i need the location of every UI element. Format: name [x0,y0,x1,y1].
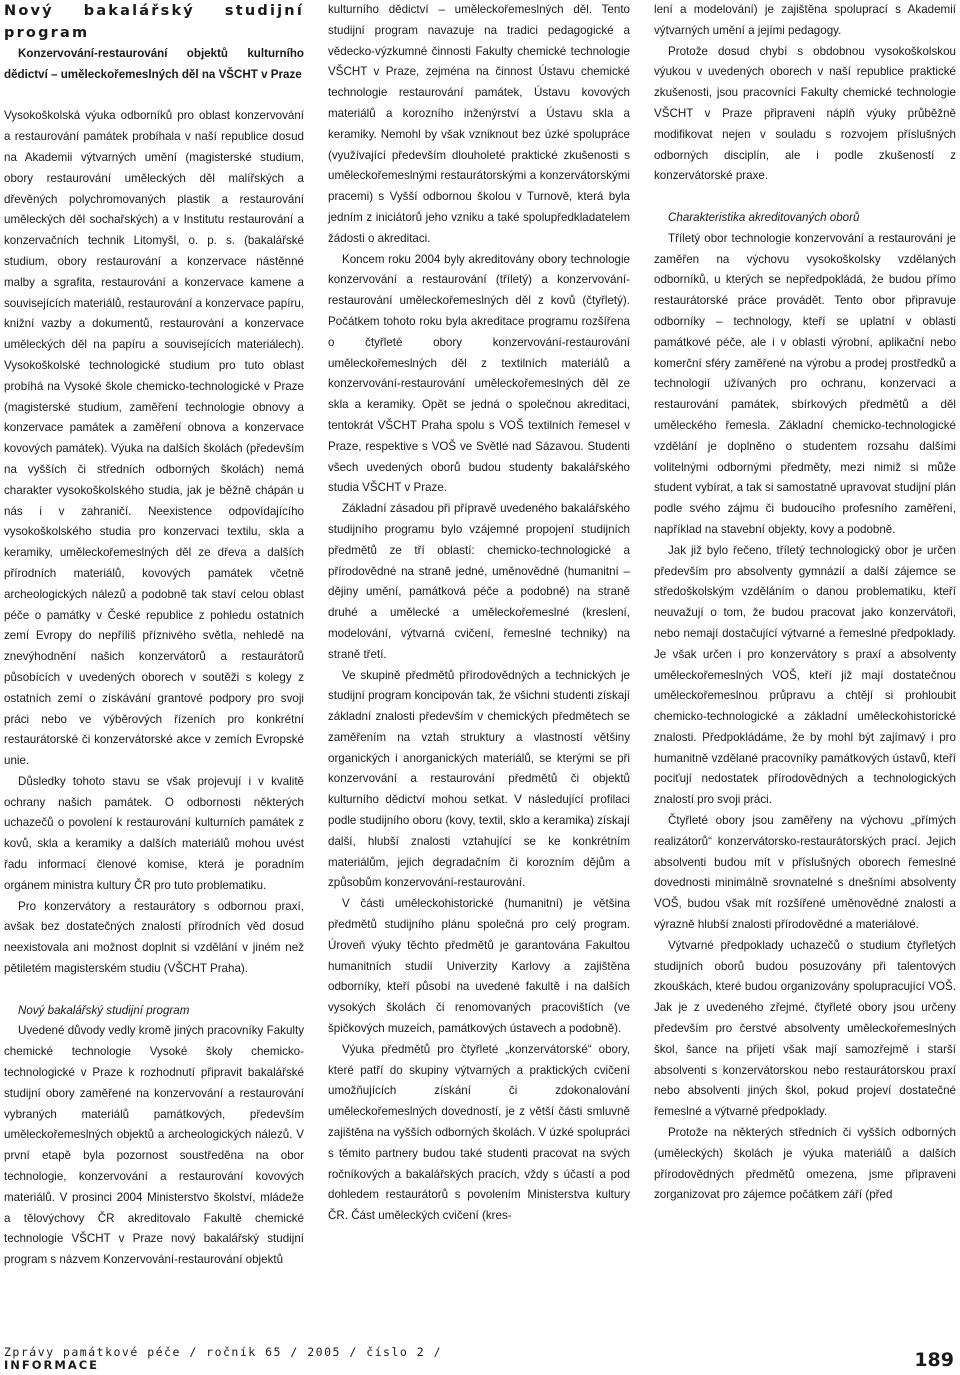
paragraph-gap [654,187,956,208]
section-heading: Nový bakalářský studijní program [18,1003,190,1017]
paragraph: Čtyřleté obory jsou zaměřeny na výchovu „přímých realizátorů“ konzervátorsko-restaurátorských prací. Jejich absolventi budou mít v příslušných oborech řemeslné dovednosti minimálně srovnatelné s dnešními absolventy VOŠ, budou však mít rozšířené uměnovědné znalosti a výrazně hlubší znalosti přírodovědné a materiálové. [654,814,956,932]
section-heading: Charakteristika akreditovaných oborů [668,210,860,224]
page-number: 189 [914,1349,954,1371]
paragraph: V části uměleckohistorické (humanitní) je většina předmětů studijního plánu společná pro celý program. Úroveň výuky těchto předmětů je garantována Fakultou humanitních studií Univerzity Karlovy a zajištěna odborníky, kteří působí na uvedené fakultě i na dalších vysokých školách či renomovaných pracovištích (ve špičkových muzeích, památkových ústavech a podobně). [328,897,630,1036]
paragraph: kulturního dědictví – uměleckořemeslných děl. Tento studijní program navazuje na tradici pedagogické a vědecko-výzkumné činnosti Fakulty chemické technologie VŠCHT v Praze, zejména na činnost Ústavu chemické technologie restaurování památek, Ústavu kovových materiálů a korozního inženýrství a Ústavu skla a keramiky. Nemohl by však vzniknout bez úzké spolupráce (využívající především dlouholeté praktické zkušenosti s uměleckořemeslnými restaurátorskými a konzervátorskými pracemi) s Vyšší odbornou školou v Turnově, která byla jedním z iniciátorů jeho vzniku a také spolupředkladatelem žádosti o akreditaci. [328,3,630,245]
paragraph: Vysokoškolská výuka odborníků pro oblast konzervování a restaurování památek probíhala v naší republice dosud na Akademii výtvarných umění (magisterské studium, obory restaurování uměleckých děl malířských a dřevěných polychromovaných plastik a restaurování uměleckých děl sochařských) a v Institutu restaurování a konzervačních technik Litomyšl, o. p. s. (bakalářské studium, obory restaurování a konzervace nástěnné malby a sgrafita, restaurování a konzervace kamene a souvisejících materiálů, restaurování a konzervace papíru, knižní vazby a dokumentů, restaurování a konzervace uměleckých děl na papíru a souvisejících materiálech). Vysokoškolské technologické studium pro tuto oblast probíhá na Vysoké škole chemicko-technologické v Praze (magisterské studium, zaměření technologie obnovy a konzervace památek a zaměření obnova a konzervace kovových památek). Výuka na dalších školách (především na vyšších či středních odborných školách) nemá charakter vysokoškolského studia, jak je běžně chápán u nás i v zahraničí. Neexistence odpovídajícího vysokoškolského studia pro konzervaci textilu, skla a keramiky, uměleckořemeslných děl ze dřeva a dalších přírodních materiálů, kovových památek včetně archeologických nálezů a podobně tak staví celou oblast péče o památky v České republice z pohledu ostatních zemí Evropy do nepříliš příznivého světla, nehledě na znevýhodnění našich konzervátorů a restaurátorů působících v uvedených oborech v soutěži s kolegy z ostatních zemí o získávání grantové podpory pro svoji práci nebo ve výběrových řízeních pro konkrétní restaurátorské či konzervátorské akce v zemích Evropské unie. [4,109,304,768]
page-footer [4,1346,956,1372]
paragraph: Protože dosud chybí s obdobnou vysokoškolskou výukou v uvedených oborech v naší republice praktické zkušenosti, jsou pracovníci Fakulty chemické technologie VŠCHT v Praze připraveni náplň výuky průběžně modifikovat nejen v souladu s rozvojem příslušných odborných disciplín, ale i podle zkušeností z konzervátorské praxe. [654,44,956,183]
paragraph: Tříletý obor technologie konzervování a restaurování je zaměřen na výchovu vysokoškolsky vzdělaných odborníků, u kterých se nepředpokládá, že budou přímo restaurátorské práce provádět. Tento obor připravuje odborníky – technology, kteří se uplatní v oblasti památkové péče, ale i v oblasti výrobní, aplikační nebo komerční sféry zaměřené na výrobu a prodej prostředků a technologií užívaných pro ochranu, konzervaci a restaurování památek, sbírkových předmětů a děl uměleckého řemesla. Základní chemicko-technologické vzdělání je doplněno o studentem rozsahu dalšími volitelnými odbornými předměty, mezi nimiž si může student vybírat, a tak si samostatně upravovat studijní plán podle svého zájmu či budoucího profesního zaměření, například na stavební objekty, kovy a podobně. [654,231,956,536]
paragraph: Protože na některých středních či vyšších odborných (uměleckých) školách je výuka materiálů a dalších přírodovědných předmětů omezena, jsme připraveni zorganizovat pro zájemce počátkem září (před [654,1126,956,1202]
article-subtitle: Konzervování-restaurování objektů kulturního dědictví – uměleckořemeslných děl na VŠCHT v Praze [4,47,304,81]
paragraph: Základní zásadou při přípravě uvedeného bakalářského studijního programu bylo vzájemné propojení studijních předmětů ze tří oblastí: chemicko-technologické a přírodovědné na straně jedné, uměnovědné (humanitní – dějiny umění, památková péče a podobně) na straně druhé a umělecké a uměleckořemeslné (kreslení, modelování, výtvarná cvičení, řemeslné techniky) na straně třetí. [328,502,630,661]
journal-info: Zprávy památkové péče / ročník 65 / 2005 / číslo 2 / [4,1345,443,1359]
paragraph: lení a modelování) je zajištěna spoluprací s Akademií výtvarných umění a jejími pedagogy. [654,3,956,37]
paragraph-gap [4,980,304,1001]
paragraph: Ve skupině předmětů přírodovědných a technických je studijní program koncipován tak, že všichni studenti získají základní znalosti především v chemických předmětech se zaměřením na vztah struktury a vlastností většiny organických i anorganických materiálů, se kterými se při konzervování a restaurování předmětů či objektů kulturního dědictví mohou setkat. V následující profilaci podle studijního oboru (kovy, textil, sklo a keramika) získají další, hlubší znalosti vztahující se ke konkrétním materiálům, jejich degradačním či korozním dějům a způsobům konzervování-restaurování. [328,668,630,890]
paragraph: Výtvarné předpoklady uchazečů o studium čtyřletých studijních oborů budou posuzovány při talentových zkouškách, které budou organizovány spolupracující VOŠ. Jak je z uvedeného zřejmé, čtyřleté obory jsou určeny především pro čerstvé absolventy uměleckořemeslných škol, šance na přijetí však mají samozřejmě i starší absolventi s konzervátorskou nebo restaurátorskou praxí nebo absolventi jiných škol, pokud projeví dostatečné řemeslné a výtvarné předpoklady. [654,938,956,1119]
column-1 [4,0,304,1271]
article-title: Nový bakalářský studijní program [4,3,304,41]
paragraph: Jak již bylo řečeno, tříletý technologický obor je určen především pro absolventy gymnázií a další zájemce se středoškolským vzděláním o danou problematiku, kteří neuvažují o tom, že budou pracovat jako konzervátoři, nebo nemají dostačující výtvarné a řemeslné předpoklady. Je však určen i pro konzervátory s praxí a absolventy uměleckořemeslných VOŠ, kteří již mají dostatečnou uměleckořemeslnou průpravu a chtějí si prohloubit chemicko-technologické a základní uměleckohistorické znalosti. Předpokládáme, že by mohl být zajímavý i pro humanitně vzdělané pracovníky památkových ústavů, kteří pociťují nedostatek přírodovědných a technologických znalostí pro svoji práci. [654,543,956,807]
paragraph-gap [4,86,304,107]
paragraph: Důsledky tohoto stavu se však projevují i v kvalitě ochrany našich památek. O odbornosti některých uchazečů o povolení k restaurování kulturních památek z kovů, skla a keramiky a dalších materiálů mohou uvést řadu informací členové komise, která je poradním orgánem ministra kultury ČR pro tuto problematiku. [4,774,304,892]
paragraph: Uvedené důvody vedly kromě jiných pracovníky Fakulty chemické technologie Vysoké školy chemicko-technologické v Praze k rozhodnutí připravit bakalářské studijní obory zaměřené na konzervování a restaurování vybraných materiálů památkových, především uměleckořemeslných objektů a archeologických nálezů. V první etapě byla pozornost soustředěna na obor technologie, konzervování a restaurování kovových materiálů. V prosinci 2004 Ministerstvo školství, mládeže a tělovýchovy ČR akreditovalo Fakultě chemické technologie VŠCHT v Praze nový bakalářský studijní program s názvem Konzervování-restaurování objektů [4,1024,304,1267]
column-2 [328,0,630,1227]
paragraph: Výuka předmětů pro čtyřleté „konzervátorské“ obory, které patří do skupiny výtvarných a praktických cvičení umožňujících získání či zdokonalování uměleckořemeslných dovedností, je z větší části smluvně zajištěna na vyšších odborných školách. V úzké spolupráci s těmito partnery budou také studenti pracovat na svých ročníkových a bakalářských pracích, vždy s účastí a pod dohledem restaurátorů s povolením Ministerstva kultury ČR. Část uměleckých cvičení (kres- [328,1042,630,1223]
column-3 [654,0,956,1206]
paragraph: Koncem roku 2004 byly akreditovány obory technologie konzervování a restaurování (tříletý) a konzervování-restaurování uměleckořemeslných děl z kovů (čtyřletý). Počátkem tohoto roku byla akreditace programu rozšířena o čtyřleté obory konzervování-restaurování uměleckořemeslných děl z textilních materiálů a konzervování-restaurování uměleckořemeslných děl ze skla a keramiky. Opět se jedná o společnou akreditaci, tentokrát VŠCHT Praha spolu s VOŠ textilních řemesel v Praze, respektive s VOŠ ve Světlé nad Sázavou. Studenti všech uvedených oborů budou studenty bakalářského studia VŠCHT v Praze. [328,252,630,495]
section-label: INFORMACE [4,1358,100,1372]
paragraph: Pro konzervátory a restaurátory s odbornou praxí, avšak bez dostatečných znalostí přírodních věd dosud neexistovala ani možnost doplnit si vzdělání v jiném než pětiletém magisterském studiu (VŠCHT Praha). [4,899,304,976]
